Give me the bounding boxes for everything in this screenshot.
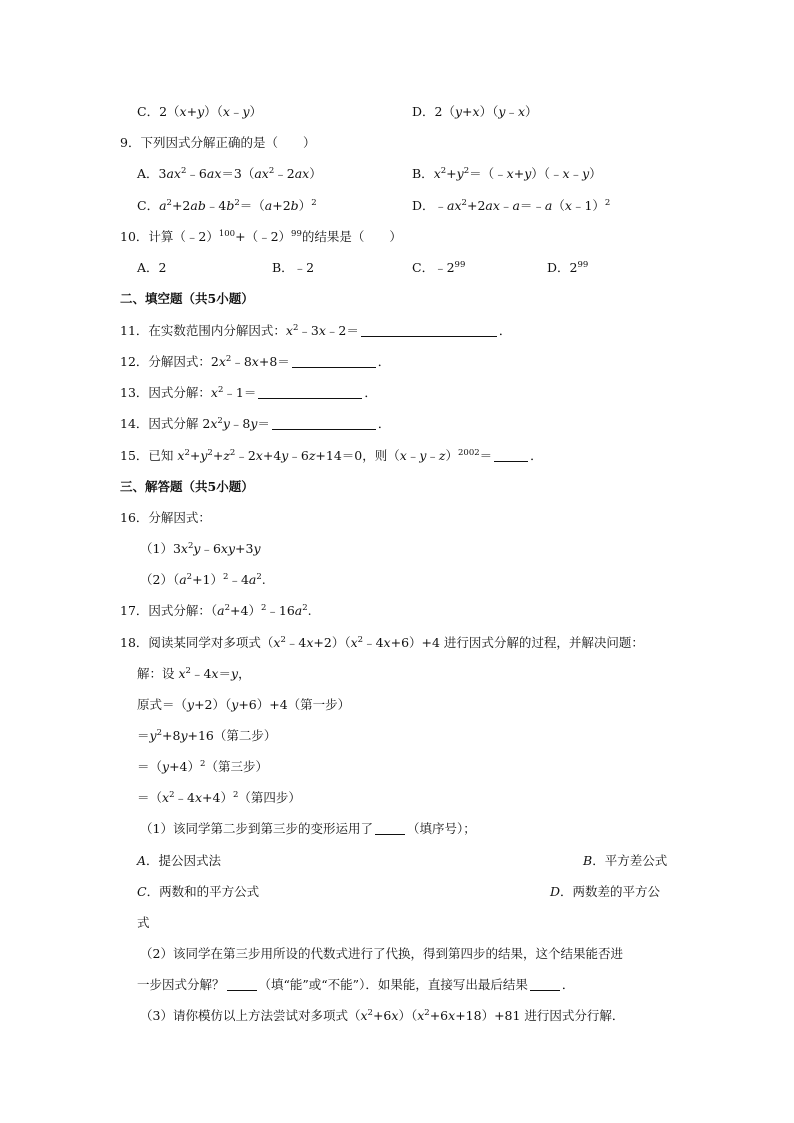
q18-option-c: C．两数和的平方公式	[137, 884, 260, 899]
q18-stem: 18．阅读某同学对多项式$(x^2﹣4x+2)(x^2﹣4x+6)+4$ 进行因式分解的过程，并解决问题：	[120, 635, 644, 650]
q13: 13．因式分解：$x^2﹣1=$ ．	[120, 385, 377, 400]
q8-option-d: D．2（y+x）（y﹣x）	[412, 104, 538, 119]
q10-option-d: D．$2^{99}$	[547, 260, 589, 275]
q10-option-b: B．﹣2	[272, 260, 315, 275]
q9-option-a: A．$3ax^2﹣6ax=3(ax^2﹣2ax)$	[137, 166, 322, 181]
q11-blank[interactable]	[361, 324, 497, 337]
q18-part2-line2: 一步因式分解？ （填“能”或“不能”）．如果能，直接写出最后结果 ．	[137, 977, 575, 992]
q12-blank[interactable]	[292, 355, 376, 368]
q9-option-d: D．$﹣ax^2+2ax﹣a=﹣a(x﹣1)^2$	[412, 198, 611, 213]
q18-part2-line1: （2）该同学在第三步用所设的代数式进行了代换，得到第四步的结果，这个结果能否进	[140, 946, 623, 961]
q18-step3: $=(y+4)^2$（第三步）	[137, 759, 268, 774]
q10-option-a: A．2	[137, 260, 167, 275]
q18-part2-blank2[interactable]	[530, 978, 560, 991]
q18-step0: 解：设 $x^2﹣4x=y$，	[137, 666, 251, 681]
q14-blank[interactable]	[272, 417, 376, 430]
q16-part2: $(2)(a^2+1)^2﹣4a^2$.	[140, 572, 266, 587]
q15: 15．已知 $x^2+y^2+z^2﹣2x+4y﹣6z+14=0$，则（x﹣y﹣z）$^{2002}$＝ ．	[120, 448, 543, 463]
q15-blank[interactable]	[494, 449, 528, 462]
q18-option-d-wrap: 式	[137, 915, 150, 930]
q18-part2-blank1[interactable]	[227, 978, 257, 991]
q16-stem: 16．分解因式：	[120, 510, 211, 525]
q12: 12．分解因式：$2x^2﹣8x+8=$ ．	[120, 354, 391, 369]
q18-option-b: B．平方差公式	[583, 853, 668, 868]
q11: 11．在实数范围内分解因式：$x^2﹣3x﹣2=$ ．	[120, 323, 512, 338]
q18-part3: （3）请你模仿以上方法尝试对多项式$(x^2+6x)(x^2+6x+18)+81$ 进行因式分行解．	[140, 1008, 625, 1023]
q16-part1: $(1)3x^2y﹣6xy+3y$	[140, 541, 261, 556]
q9-stem: 9．下列因式分解正确的是（ ）	[120, 135, 316, 150]
q9-option-b: B．$x^2+y^2=(﹣x+y)(﹣x﹣y)$	[412, 166, 602, 181]
q18-part1: （1）该同学第二步到第三步的变形运用了 （填序号）；	[140, 821, 476, 836]
section-solve-title: 三、解答题（共5小题）	[120, 479, 254, 494]
q14: 14．因式分解 $2x^2y﹣8y=$ ．	[120, 416, 391, 431]
q18-option-d: D．两数差的平方公	[550, 884, 661, 899]
q18-option-a: A．提公因式法	[137, 853, 222, 868]
q10-stem: 10．计算（﹣2）$^{100}$+（﹣2）$^{99}$的结果是（ ）	[120, 229, 402, 244]
q10-option-c: C．$﹣2^{99}$	[412, 260, 466, 275]
q18-step1: 原式＝（y+2）（y+6）+4（第一步）	[137, 697, 351, 712]
q17: 17．因式分解：$(a^2+4)^2﹣16a^2$.	[120, 603, 312, 618]
q18-step2: $=y^2+8y+16$（第二步）	[137, 728, 277, 743]
q18-part1-blank[interactable]	[375, 822, 405, 835]
q8-option-c: C．2（x+y）（x﹣y）	[137, 104, 263, 119]
section-fill-in-title: 二、填空题（共5小题）	[120, 291, 254, 306]
q9-option-c: C．$a^2+2ab﹣4b^2=(a+2b)^2$	[137, 198, 317, 213]
q13-blank[interactable]	[258, 386, 362, 399]
q18-step4: $=(x^2﹣4x+4)^2$（第四步）	[137, 790, 301, 805]
